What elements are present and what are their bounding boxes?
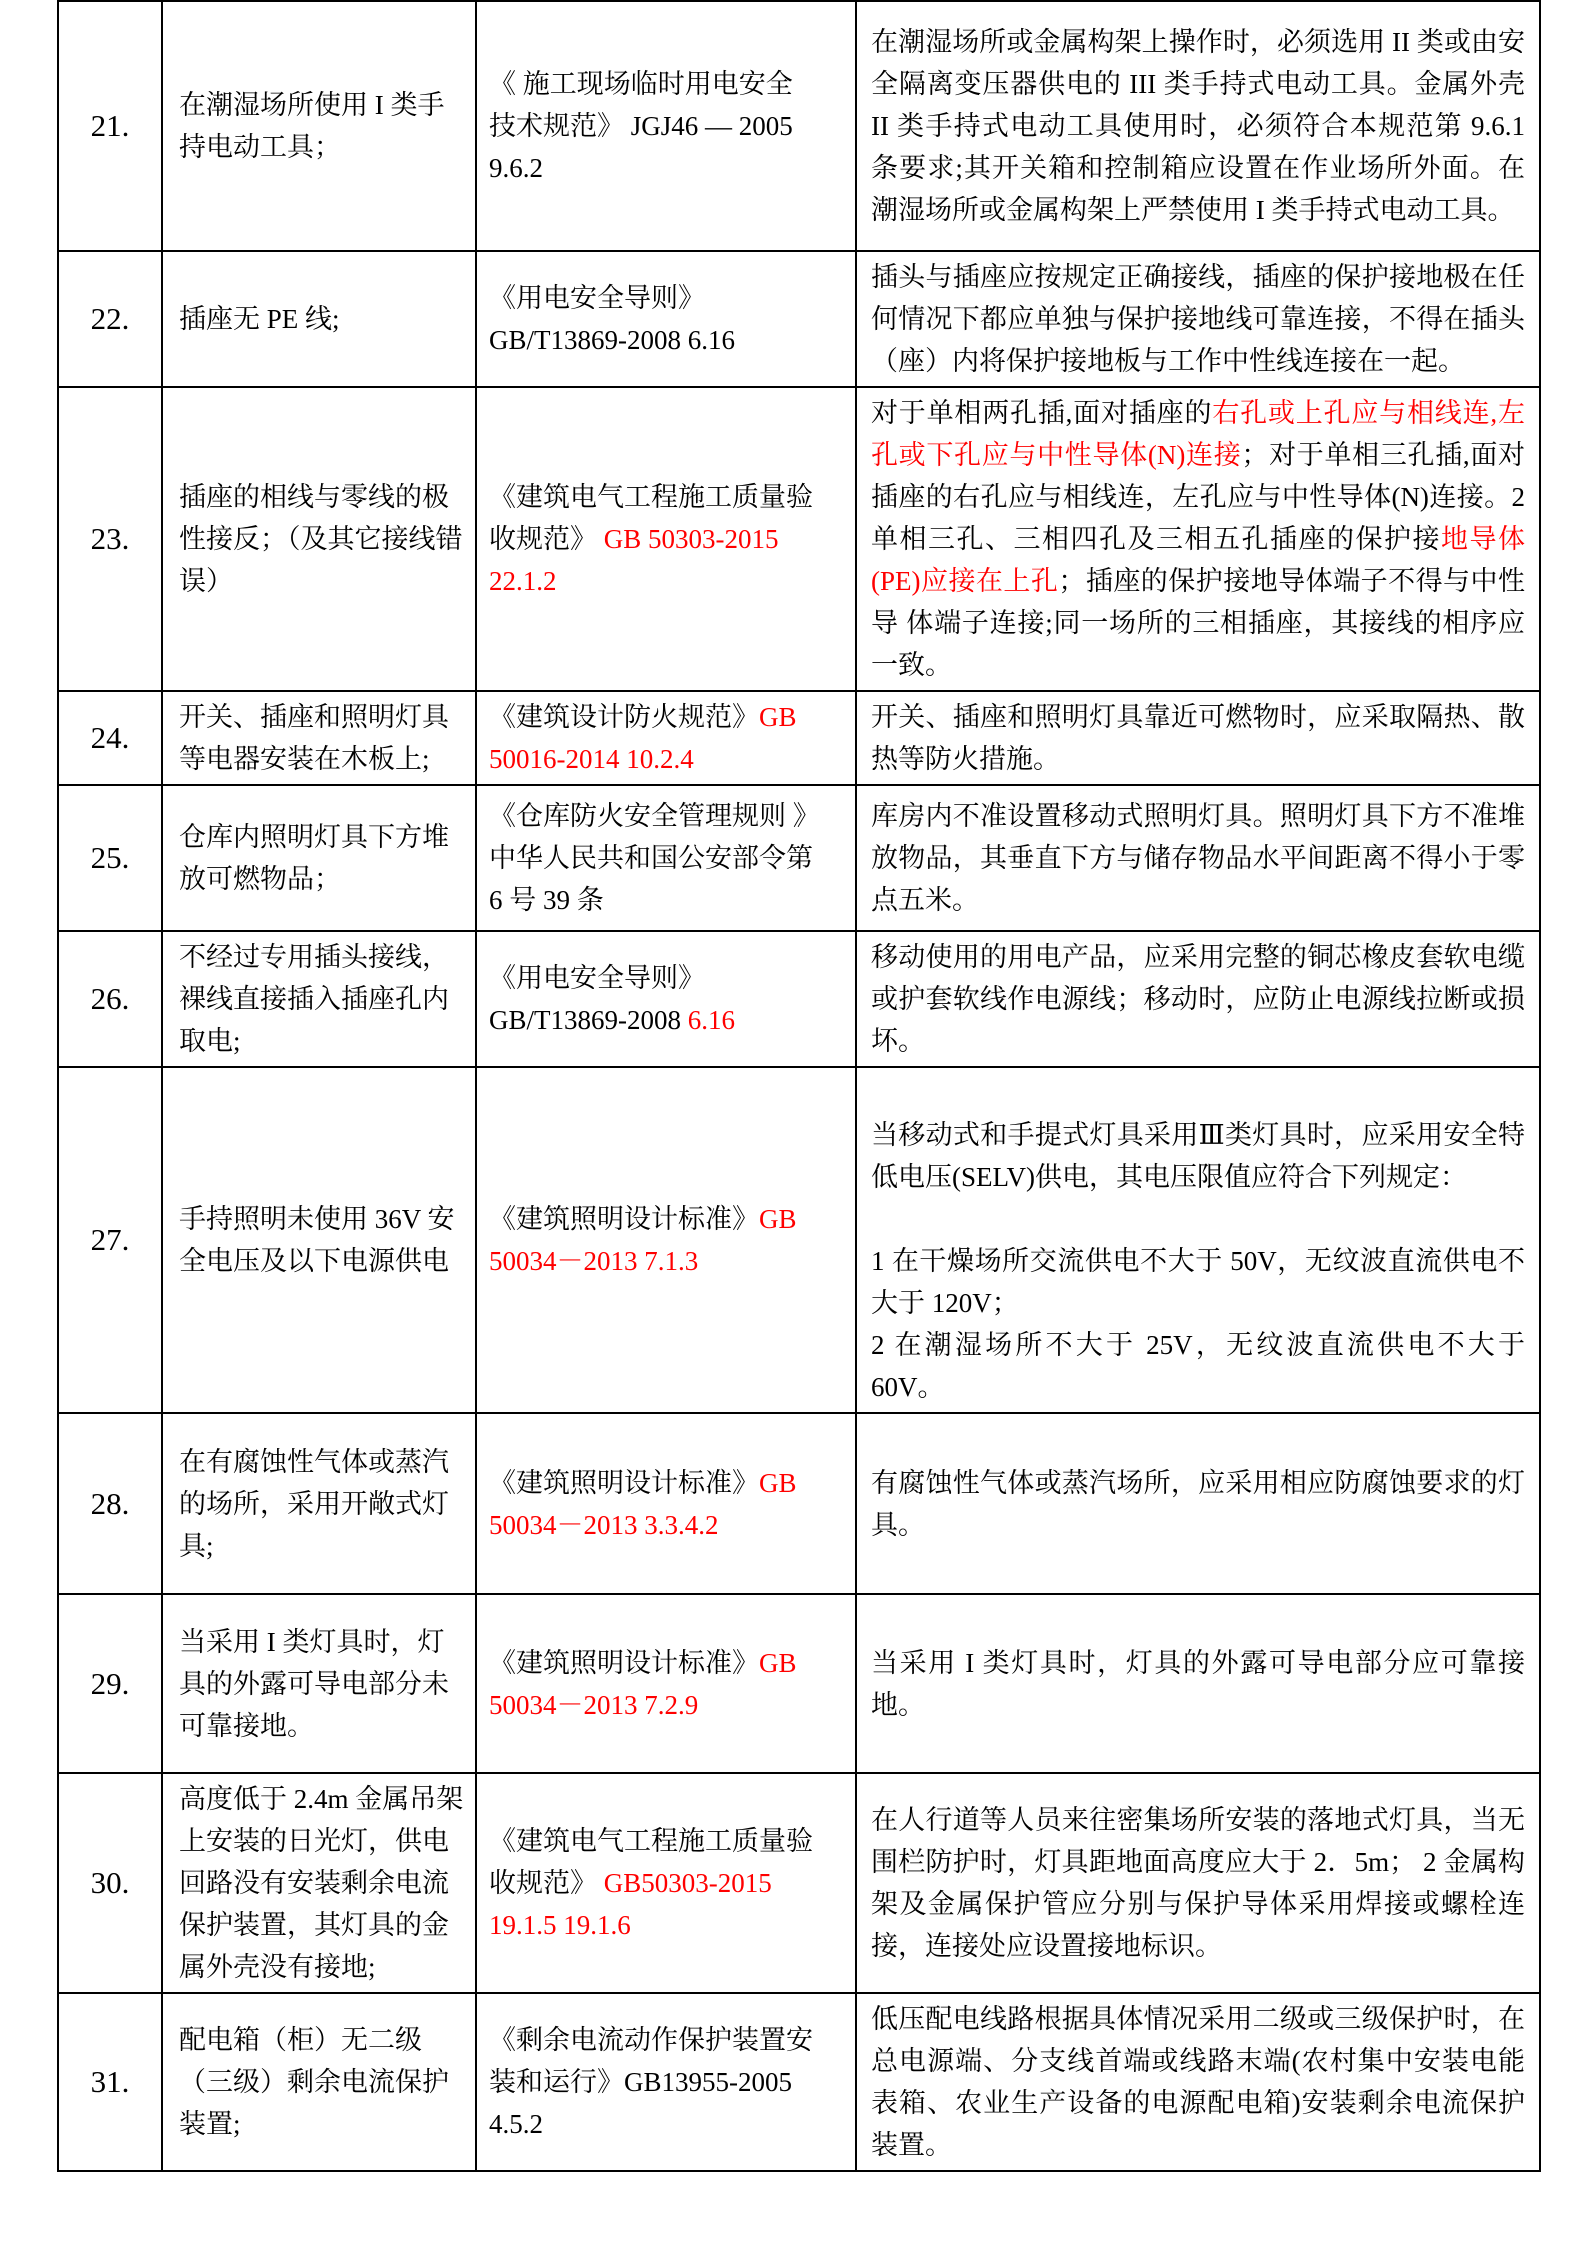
text-segment: 9.6.2: [489, 153, 543, 183]
table-row: [58, 1773, 1540, 1993]
text-segment: 2 在潮湿场所不大于 25V，无纹波直流供电不大于 60V。: [871, 1330, 1525, 1402]
requirement-cell: [856, 1594, 1540, 1773]
table-row: [58, 691, 1540, 785]
text-segment: 开关、插座和照明灯具等电器安装在木板上;: [179, 702, 449, 774]
reference-line: [489, 476, 849, 518]
problem-cell: [162, 251, 476, 387]
row-number: 22.: [58, 251, 162, 387]
requirement-cell: [856, 1067, 1540, 1413]
requirement-cell: [856, 931, 1540, 1067]
violation-table: [57, 0, 1541, 2172]
reference-cell: [476, 691, 856, 785]
reference-line: [489, 518, 849, 560]
problem-cell: [162, 785, 476, 931]
table-row: [58, 251, 1540, 387]
reference-line: [489, 837, 849, 879]
reference-cell: [476, 387, 856, 691]
reference-line: [489, 2061, 849, 2103]
text-segment: 有腐蚀性气体或蒸汽场所，应采用相应防腐蚀要求的灯具。: [871, 1467, 1525, 1540]
text-segment: 《用电安全导则》: [489, 283, 705, 313]
text-segment: 当采用 I 类灯具时，灯具的外露可导电部分应可靠接地。: [871, 1647, 1525, 1720]
text-segment: 《建筑照明设计标准》: [489, 1467, 759, 1498]
reference-cell: [476, 785, 856, 931]
text-segment: 1 在干燥场所交流供电不大于 50V，无纹波直流供电不大于 120V；: [871, 1246, 1525, 1318]
problem-text: [179, 1778, 465, 1988]
text-segment: ；插座的保护接地导体端子不得与中性导 体端子连接;同一场所的三相插座，其接线的相序应一致。: [871, 566, 1525, 680]
text-segment: 《建筑电气工程施工质量验: [489, 482, 813, 512]
problem-text: [179, 84, 465, 168]
problem-text: [179, 816, 465, 900]
highlighted-text: 地导体(PE)应接在上孔: [871, 524, 1525, 596]
reference-line: [489, 1462, 849, 1504]
problem-cell: [162, 1773, 476, 1993]
text-segment: 高度低于 2.4m 金属吊架上安装的日光灯，供电回路没有安装剩余电流保护装置，其灯具的金属外壳没有接地;: [179, 1784, 464, 1982]
row-number: 25.: [58, 785, 162, 931]
row-number: 21.: [58, 1, 162, 251]
text-segment: 《建筑电气工程施工质量验: [489, 1826, 813, 1856]
highlighted-text: 50034－2013 7.1.3: [489, 1246, 699, 1276]
requirement-paragraph: [871, 1198, 1525, 1240]
row-number: 23.: [58, 387, 162, 691]
highlighted-text: GB: [759, 1467, 797, 1498]
problem-text: [179, 1441, 465, 1567]
reference-cell: [476, 251, 856, 387]
table-row: [58, 785, 1540, 931]
requirement-paragraph: [871, 1324, 1525, 1408]
row-number: 30.: [58, 1773, 162, 1993]
text-segment: 移动使用的用电产品，应采用完整的铜芯橡皮套软电缆或护套软线作电源线；移动时，应防止电源线拉断或损坏。: [871, 942, 1525, 1056]
requirement-paragraph: [871, 1114, 1525, 1198]
reference-line: [489, 2103, 849, 2145]
reference-cell: [476, 1594, 856, 1773]
text-segment: 在有腐蚀性气体或蒸汽的场所，采用开敞式灯具;: [179, 1446, 449, 1561]
reference-line: [489, 1240, 849, 1282]
reference-line: [489, 1504, 849, 1546]
reference-line: [489, 2019, 849, 2061]
requirement-paragraph: [871, 1799, 1525, 1967]
requirement-paragraph: [871, 1642, 1525, 1726]
reference-line: [489, 105, 849, 147]
problem-cell: [162, 1993, 476, 2171]
highlighted-text: GB: [759, 1204, 797, 1234]
row-number: 26.: [58, 931, 162, 1067]
table-row: [58, 387, 1540, 691]
reference-line: [489, 63, 849, 105]
requirement-cell: [856, 251, 1540, 387]
table-row: [58, 931, 1540, 1067]
text-segment: ；对于单相三孔插,面对插座的右孔应与相线连，左孔应与中性导体(N)连接。2 单相三孔、三相四孔及三相五孔插座的保护接: [871, 440, 1526, 554]
requirement-paragraph: [871, 21, 1525, 231]
requirement-cell: [856, 1993, 1540, 2171]
problem-text: [179, 476, 465, 602]
problem-cell: [162, 1067, 476, 1413]
problem-text: [179, 1621, 465, 1747]
text-segment: 中华人民共和国公安部令第: [489, 843, 813, 873]
text-segment: 在潮湿场所使用 I 类手持电动工具；: [179, 90, 445, 162]
text-segment: 收规范》: [489, 524, 604, 554]
reference-line: [489, 1198, 849, 1240]
table-row: [58, 1594, 1540, 1773]
text-segment: 《建筑照明设计标准》: [489, 1204, 759, 1234]
requirement-paragraph: [871, 696, 1525, 780]
requirement-cell: [856, 1, 1540, 251]
reference-cell: [476, 1773, 856, 1993]
reference-line: [489, 1820, 849, 1862]
reference-line: [489, 147, 849, 189]
requirement-paragraph: [871, 1998, 1525, 2166]
text-segment: 在潮湿场所或金属构架上操作时，必须选用 II 类或由安全隔离变压器供电的 III 类手持式电动工具。金属外壳 II 类手持式电动工具使用时，必须符合本规范第 9.6.1 条要求;其开关箱和控制箱应设置在作业场所外面。在潮湿场所或金属构架上严禁使用 I 类手持式电动工具。: [871, 27, 1525, 225]
row-number: 24.: [58, 691, 162, 785]
text-segment: 当采用 I 类灯具时，灯具的外露可导电部分未可靠接地。: [179, 1626, 449, 1741]
reference-cell: [476, 1067, 856, 1413]
highlighted-text: 50034－2013 7.2.9: [489, 1689, 699, 1720]
reference-line: [489, 879, 849, 921]
requirement-cell: [856, 785, 1540, 931]
text-segment: 配电箱（柜）无二级（三级）剩余电流保护装置;: [179, 2025, 449, 2139]
requirement-cell: [856, 1413, 1540, 1594]
text-segment: 插座无 PE 线;: [179, 304, 340, 334]
text-segment: GB/T13869-2008 6.16: [489, 325, 735, 355]
reference-line: [489, 277, 849, 319]
reference-line: [489, 1904, 849, 1946]
requirement-paragraph: [871, 392, 1525, 686]
highlighted-text: GB 50303-2015: [603, 524, 779, 554]
reference-cell: [476, 1413, 856, 1594]
text-segment: 《用电安全导则》: [489, 963, 705, 993]
problem-text: [179, 1198, 465, 1282]
reference-line: [489, 1642, 849, 1684]
text-segment: 《 施工现场临时用电安全: [489, 69, 793, 99]
requirement-cell: [856, 691, 1540, 785]
row-number: 28.: [58, 1413, 162, 1594]
requirement-paragraph: [871, 795, 1525, 921]
highlighted-text: 6.16: [687, 1005, 735, 1035]
text-segment: 不经过专用插头接线，裸线直接插入插座孔内取电;: [179, 942, 449, 1056]
document-page: [57, 0, 1541, 2172]
requirement-paragraph: [871, 1072, 1525, 1114]
problem-cell: [162, 1413, 476, 1594]
text-segment: 《建筑照明设计标准》: [489, 1647, 759, 1678]
row-number: 31.: [58, 1993, 162, 2171]
highlighted-text: GB: [759, 1647, 797, 1678]
text-segment: 6 号 39 条: [489, 885, 604, 915]
text-segment: 在人行道等人员来往密集场所安装的落地式灯具，当无围栏防护时，灯具距地面高度应大于 2．5m； 2 金属构架及金属保护管应分别与保护导体采用焊接或螺栓连接，连接处应设置接地标识。: [871, 1805, 1525, 1961]
reference-line: [489, 1684, 849, 1726]
row-number: 27.: [58, 1067, 162, 1413]
text-segment: 插座的相线与零线的极性接反；（及其它接线错误）: [179, 482, 463, 596]
text-segment: 收规范》: [489, 1868, 604, 1898]
requirement-paragraph: [871, 256, 1525, 382]
text-segment: 装和运行》GB13955-2005: [489, 2067, 792, 2097]
reference-line: [489, 738, 849, 780]
table-row: [58, 1993, 1540, 2171]
text-segment: 库房内不准设置移动式照明灯具。照明灯具下方不准堆放物品，其垂直下方与储存物品水平间距离不得小于零点五米。: [871, 801, 1525, 915]
text-segment: GB/T13869-2008: [489, 1005, 688, 1035]
highlighted-text: 50034－2013 3.3.4.2: [489, 1509, 719, 1540]
text-segment: 仓库内照明灯具下方堆放可燃物品；: [179, 822, 449, 894]
row-number: 29.: [58, 1594, 162, 1773]
text-segment: 《剩余电流动作保护装置安: [489, 2025, 813, 2055]
highlighted-text: 22.1.2: [489, 566, 557, 596]
problem-cell: [162, 691, 476, 785]
problem-cell: [162, 1594, 476, 1773]
problem-cell: [162, 387, 476, 691]
requirement-cell: [856, 1773, 1540, 1993]
reference-line: [489, 999, 849, 1041]
problem-text: [179, 2019, 465, 2145]
reference-line: [489, 1862, 849, 1904]
problem-text: [179, 696, 465, 780]
text-segment: 手持照明未使用 36V 安全电压及以下电源供电: [179, 1204, 455, 1276]
problem-cell: [162, 931, 476, 1067]
highlighted-text: 19.1.5 19.1.6: [489, 1910, 631, 1940]
reference-cell: [476, 1, 856, 251]
highlighted-text: GB50303-2015: [603, 1868, 772, 1898]
requirement-cell: [856, 387, 1540, 691]
table-row: [58, 1, 1540, 251]
problem-text: [179, 298, 465, 340]
requirement-paragraph: [871, 1462, 1525, 1546]
text-segment: 插头与插座应按规定正确接线，插座的保护接地极在任何情况下都应单独与保护接地线可靠连接，不得在插头（座）内将保护接地板与工作中性线连接在一起。: [871, 262, 1525, 376]
highlighted-text: GB: [759, 702, 797, 732]
highlighted-text: 右孔或上孔应与相线连,左孔或下孔应与中性导体(N)连接: [871, 398, 1525, 470]
reference-line: [489, 696, 849, 738]
text-segment: 开关、插座和照明灯具靠近可燃物时，应采取隔热、散热等防火措施。: [871, 702, 1525, 774]
requirement-paragraph: [871, 936, 1525, 1062]
problem-cell: [162, 1, 476, 251]
reference-line: [489, 319, 849, 361]
text-segment: 低压配电线路根据具体情况采用二级或三级保护时，在总电源端、分支线首端或线路末端(农村集中安装电能表箱、农业生产设备的电源配电箱)安装剩余电流保护装置。: [871, 2004, 1525, 2160]
reference-line: [489, 560, 849, 602]
highlighted-text: 50016-2014 10.2.4: [489, 744, 694, 774]
reference-line: [489, 957, 849, 999]
text-segment: 当移动式和手提式灯具采用Ⅲ类灯具时，应采用安全特低电压(SELV)供电，其电压限值应符合下列规定：: [871, 1120, 1525, 1192]
text-segment: 4.5.2: [489, 2109, 543, 2139]
text-segment: 技术规范》 JGJ46 — 2005: [489, 111, 793, 141]
reference-cell: [476, 1993, 856, 2171]
reference-cell: [476, 931, 856, 1067]
text-segment: 对于单相两孔插,面对插座的: [871, 398, 1213, 428]
text-segment: 《仓库防火安全管理规则 》: [489, 801, 820, 831]
problem-text: [179, 936, 465, 1062]
table-row: [58, 1413, 1540, 1594]
requirement-paragraph: [871, 1240, 1525, 1324]
text-segment: 《建筑设计防火规范》: [489, 702, 759, 732]
table-row: [58, 1067, 1540, 1413]
reference-line: [489, 795, 849, 837]
